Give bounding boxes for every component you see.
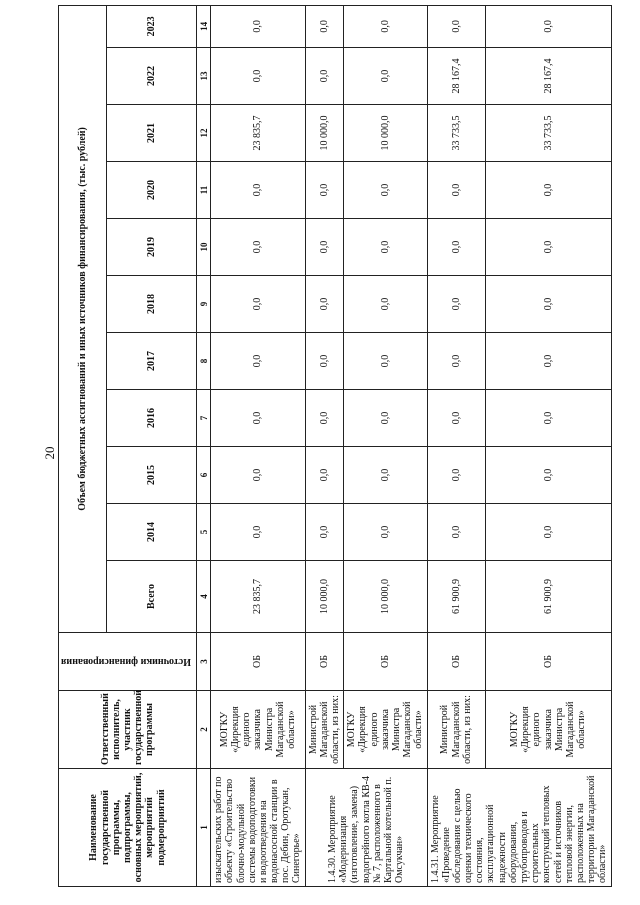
header-year: 2019 — [107, 219, 197, 276]
row-name: 1.4.30. Мероприятие «Модернизация (изготовление, замена) водогрейного котла КВ-4 № 7, расположенного в Картальной котельной п. Омсукчан» — [305, 769, 427, 887]
row-executor: Министрой Магаданской области, из них: — [305, 691, 344, 769]
row-value: 0,0 — [427, 276, 485, 333]
row-value: 0,0 — [305, 333, 344, 390]
column-number: 9 — [197, 276, 211, 333]
row-value: 0,0 — [211, 48, 306, 105]
row-source: ОБ — [344, 633, 427, 691]
row-total: 10 000,0 — [344, 561, 427, 633]
header-year: 2015 — [107, 447, 197, 504]
rotated-table-frame — [58, 12, 609, 887]
row-value: 0,0 — [427, 162, 485, 219]
row-value: 0,0 — [427, 390, 485, 447]
row-value: 0,0 — [305, 276, 344, 333]
column-number: 10 — [197, 219, 211, 276]
row-value: 23 835,7 — [211, 105, 306, 162]
column-number: 2 — [197, 691, 211, 769]
row-value: 0,0 — [211, 447, 306, 504]
row-executor: МОГКУ «Дирекция единого заказчика Министра Магаданской области» — [485, 691, 611, 769]
page-number: 20 — [42, 446, 57, 460]
header-year: 2014 — [107, 504, 197, 561]
column-number: 13 — [197, 48, 211, 105]
row-value: 0,0 — [485, 276, 611, 333]
header-year: 2021 — [107, 105, 197, 162]
row-value: 0,0 — [344, 5, 427, 47]
row-value: 0,0 — [211, 219, 306, 276]
row-value: 10 000,0 — [344, 105, 427, 162]
row-value: 0,0 — [211, 504, 306, 561]
header-name: Наименование государственной программы, подпрограммы, основных мероприятий, мероприятий подмероприятий — [59, 769, 197, 887]
row-value: 0,0 — [485, 333, 611, 390]
row-value: 0,0 — [305, 219, 344, 276]
row-name: 1.4.31. Мероприятие «Проведение обследования с целью оценки технического состояния, эксплуатационной надежности оборудования, трубопроводов и строительных конструкций тепловых сетей и источников тепловой энергии, расположенных на территории Магаданской области» — [427, 769, 611, 887]
row-source: ОБ — [211, 633, 306, 691]
row-value: 0,0 — [427, 504, 485, 561]
header-year: 2020 — [107, 162, 197, 219]
row-source: ОБ — [427, 633, 485, 691]
row-value: 33 733,5 — [427, 105, 485, 162]
table-row — [427, 5, 485, 886]
row-value: 0,0 — [344, 219, 427, 276]
header-source — [59, 633, 197, 691]
row-value: 0,0 — [305, 162, 344, 219]
header-source-label: Источники финансирования — [61, 656, 191, 668]
column-number: 8 — [197, 333, 211, 390]
row-value: 0,0 — [344, 162, 427, 219]
row-total: 61 900,9 — [485, 561, 611, 633]
column-number: 7 — [197, 390, 211, 447]
header-year: 2023 — [107, 5, 197, 47]
row-value: 0,0 — [485, 219, 611, 276]
row-value: 0,0 — [427, 219, 485, 276]
column-number-row — [197, 5, 211, 886]
row-value: 0,0 — [305, 447, 344, 504]
row-value: 0,0 — [344, 390, 427, 447]
row-value: 0,0 — [211, 5, 306, 47]
header-total: Всего — [107, 561, 197, 633]
row-name: изыскательских работ по объекту «Строительство блочно-модульной системы водоподготовки и водоотведения на водонасосной станции в пос. Дебин, Оротукан, Синегорье» — [211, 769, 306, 887]
header-year: 2016 — [107, 390, 197, 447]
row-value: 28 167,4 — [427, 48, 485, 105]
row-value: 0,0 — [427, 447, 485, 504]
row-value: 0,0 — [427, 333, 485, 390]
column-number: 11 — [197, 162, 211, 219]
row-value: 0,0 — [211, 333, 306, 390]
row-value: 33 733,5 — [485, 105, 611, 162]
table-row — [344, 5, 427, 886]
header-year: 2017 — [107, 333, 197, 390]
header-volume: Объем бюджетных ассигнований и иных источников финансирования, (тыс. рублей) — [59, 5, 107, 632]
row-value: 0,0 — [305, 5, 344, 47]
row-executor: Министрой Магаданской области, из них: — [427, 691, 485, 769]
row-value: 0,0 — [485, 162, 611, 219]
row-source: ОБ — [485, 633, 611, 691]
row-value: 0,0 — [485, 447, 611, 504]
row-value: 0,0 — [344, 48, 427, 105]
header-year: 2018 — [107, 276, 197, 333]
row-value: 0,0 — [344, 504, 427, 561]
row-value: 0,0 — [211, 276, 306, 333]
table-row — [305, 5, 344, 886]
row-total: 23 835,7 — [211, 561, 306, 633]
financing-table — [58, 5, 612, 887]
row-value: 0,0 — [344, 333, 427, 390]
column-number: 4 — [197, 561, 211, 633]
row-value: 0,0 — [344, 276, 427, 333]
row-total: 10 000,0 — [305, 561, 344, 633]
row-source: ОБ — [305, 633, 344, 691]
row-executor: МОГКУ «Дирекция единого заказчика Министра Магаданской области» — [344, 691, 427, 769]
row-value: 0,0 — [485, 504, 611, 561]
table-row — [485, 5, 611, 886]
row-value: 0,0 — [485, 390, 611, 447]
header-year: 2022 — [107, 48, 197, 105]
row-total: 61 900,9 — [427, 561, 485, 633]
column-number: 12 — [197, 105, 211, 162]
row-value: 28 167,4 — [485, 48, 611, 105]
column-number: 6 — [197, 447, 211, 504]
column-number: 5 — [197, 504, 211, 561]
row-value: 0,0 — [344, 447, 427, 504]
column-number: 14 — [197, 5, 211, 47]
row-value: 0,0 — [305, 504, 344, 561]
row-value: 0,0 — [305, 48, 344, 105]
table-row — [211, 5, 306, 886]
row-value: 0,0 — [211, 390, 306, 447]
row-value: 0,0 — [211, 162, 306, 219]
row-executor: МОГКУ «Дирекция единого заказчика Министра Магаданской области» — [211, 691, 306, 769]
column-number: 3 — [197, 633, 211, 691]
row-value: 0,0 — [485, 5, 611, 47]
header-executor: Ответственный исполнитель, участник государственной программы — [59, 691, 197, 769]
row-value: 0,0 — [305, 390, 344, 447]
row-value: 10 000,0 — [305, 105, 344, 162]
column-number: 1 — [197, 769, 211, 887]
row-value: 0,0 — [427, 5, 485, 47]
